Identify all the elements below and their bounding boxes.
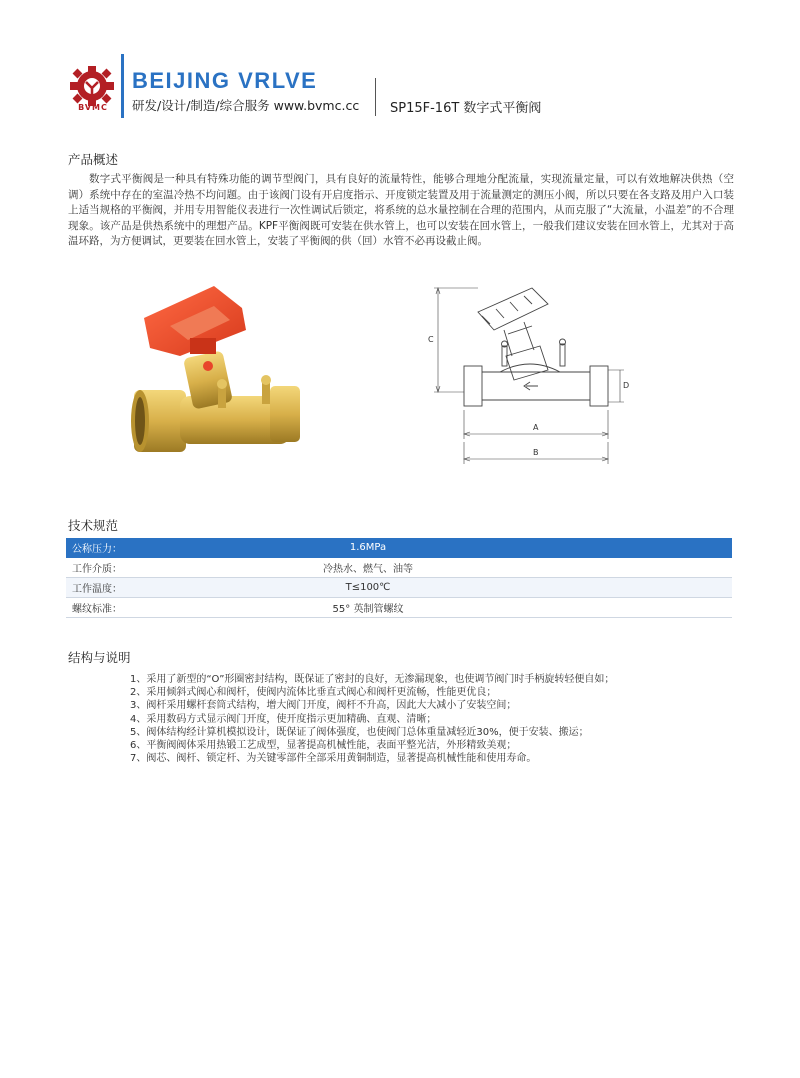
valve-photo [120, 278, 310, 468]
overview-text: 数字式平衡阀是一种具有特殊功能的调节型阀门，具有良好的流量特性，能够合理地分配流量，实现流量定量，可以有效地解决供热（空调）系统中存在的室温冷热不均问题。由于该阀门设有开启度指示、开度锁定装置及用于流量测定的测压小阀，所以只要在各支路及用户入口装上适当规格的平衡阀，并用专用智能仪表进行一次性调试后锁定，将系统的总水量控制在合理的范围内，从而克服了“大流量，小温差”的不合理现象。该产品是供热系统中的理想产品。KPF平衡阀既可安装在供水管上，也可以安装在回水管上，一般我们建议安装在回水管上，尤其对于高温环路，为方便调试，更要装在回水管上，安装了平衡阀的供（回）水管不必再设截止阀。 [68, 173, 734, 247]
spec-label: 螺纹标准： [66, 598, 148, 618]
dim-label-a: A [533, 423, 539, 432]
dim-label-d: D [623, 381, 630, 390]
spec-label: 公称压力： [66, 538, 148, 558]
logo-text: BVMC [78, 103, 108, 112]
list-item: 7、阀芯、阀杆、锁定杆、为关键零部件全部采用黄铜制造，显著提高机械性能和使用寿命。 [130, 753, 537, 765]
tagline: 研发/设计/制造/综合服务 www.bvmc.cc [132, 98, 360, 113]
spec-row [66, 578, 732, 598]
spec-row [66, 558, 732, 578]
spec-row [66, 538, 732, 558]
list-item: 3、阀杆采用螺杆套筒式结构，增大阀门开度，阀杆不升高，因此大大减小了安装空间； [130, 700, 517, 712]
list-item: 5、阀体结构经计算机模拟设计，既保证了阀体强度，也使阀门总体重量减轻近30%，便于安装、搬运； [130, 726, 589, 738]
spec-label: 工作温度： [66, 578, 148, 598]
list-item: 2、采用倾斜式阀心和阀杆，使阀内流体比垂直式阀心和阀杆更流畅，性能更优良； [130, 687, 497, 699]
list-item: 1、采用了新型的“O”形圈密封结构，既保证了密封的良好，无渗漏现象，也使调节阀门时手柄旋转轻便自如； [130, 674, 615, 685]
product-title: SP15F-16T 数字式平衡阀 [390, 101, 542, 116]
spec-row [66, 598, 732, 618]
dimension-drawing [420, 274, 640, 479]
spec-label: 工作介质： [66, 558, 148, 578]
spec-value: 冷热水、燃气、油等 [148, 558, 732, 578]
structure-list [130, 673, 730, 765]
overview-title: 产品概述 [68, 152, 119, 167]
spec-value: T≤100℃ [148, 578, 732, 598]
spec-table [66, 538, 732, 618]
spec-value: 55° 英制管螺纹 [148, 598, 732, 618]
structure-title: 结构与说明 [68, 650, 131, 665]
dim-label-c: C [428, 335, 434, 344]
dim-label-b: B [533, 448, 539, 457]
title-divider [375, 78, 376, 116]
list-item: 6、平衡阀阀体采用热锻工艺成型，显著提高机械性能，表面平整光洁，外形精致美观； [130, 740, 517, 752]
spec-value: 1.6MPa [148, 538, 732, 558]
header-divider [121, 54, 124, 118]
list-item: 4、采用数码方式显示阀门开度，使开度指示更加精确、直观、清晰； [130, 713, 437, 725]
brand-name: BEIJING VRLVE [132, 68, 318, 93]
specs-title: 技术规范 [68, 518, 119, 533]
